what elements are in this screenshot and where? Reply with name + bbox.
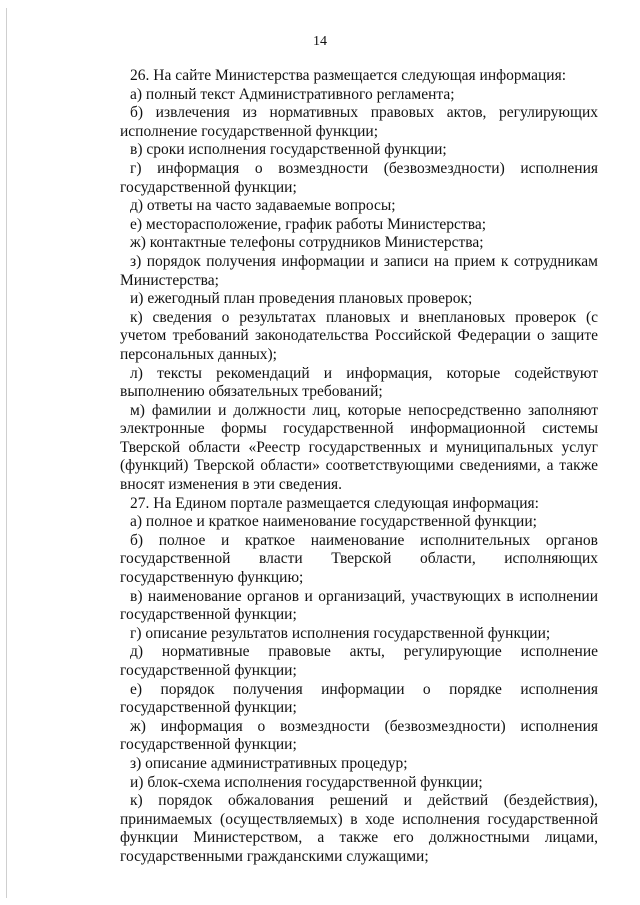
list-item: и) ежегодный план проведения плановых проверок;	[130, 290, 473, 308]
list-item: е) месторасположение, график работы Министерства;	[130, 215, 487, 233]
scan-edge-line	[6, 8, 7, 898]
list-item: б) полное и краткое наименование исполнительных органов государственной власти Тверской области, исполняющих государственную функцию;	[120, 531, 598, 587]
list-item: к) порядок обжалования решений и действий (бездействия), принимаемых (осуществляемых) в ходе исполнения государственной функции Министерством, а также его должностными лицами, государственными гражданскими служащими;	[120, 792, 598, 865]
list-item: и) блок-схема исполнения государственной функции;	[130, 773, 483, 791]
list-item: д) ответы на часто задаваемые вопросы;	[130, 197, 396, 215]
list-item: в) сроки исполнения государственной функции;	[130, 141, 447, 159]
list-item: ж) контактные телефоны сотрудников Министерства;	[130, 234, 484, 252]
list-item: к) сведения о результатах плановых и внеплановых проверок (с учетом требований законодательства Российской Федерации о защите персональных данных);	[120, 308, 598, 363]
page-number: 14	[313, 34, 327, 49]
list-item: в) наименование органов и организаций, участвующих в исполнении государственной функции;	[120, 587, 598, 624]
list-item: з) порядок получения информации и записи на прием к сотрудникам Министерства;	[120, 252, 598, 289]
list-item: а) полный текст Административного регламента;	[130, 85, 455, 103]
list-item: д) нормативные правовые акты, регулирующие исполнение государственной функции;	[120, 643, 598, 679]
list-item: м) фамилии и должности лиц, которые непосредственно заполняют электронные формы государственной информационной системы Тверской области «Реестр государственных и муниципальных услуг (функций) Тверской области» соответствующими сведениями, а также вносят изменения в эти сведения.	[120, 401, 598, 494]
paragraph-26-intro: 26. На сайте Министерства размещается следующая информация:	[130, 67, 567, 84]
list-item: г) информация о возмездности (безвозмездности) исполнения государственной функции;	[120, 159, 598, 196]
list-item: а) полное и краткое наименование государственной функции;	[130, 513, 537, 531]
list-item: л) тексты рекомендаций и информация, которые содействуют выполнению обязательных требований;	[120, 364, 598, 401]
list-item: г) описание результатов исполнения государственной функции;	[130, 624, 551, 642]
list-item: б) извлечения из нормативных правовых актов, регулирующих исполнение государственной функции;	[120, 104, 598, 140]
list-item: ж) информация о возмездности (безвозмездности) исполнения государственной функции;	[120, 717, 598, 754]
paragraph-27-intro: 27. На Едином портале размещается следующая информация:	[130, 494, 539, 512]
list-item: е) порядок получения информации о порядке исполнения государственной функции;	[120, 680, 598, 717]
list-item: з) описание административных процедур;	[130, 754, 408, 772]
document-body	[120, 67, 598, 867]
